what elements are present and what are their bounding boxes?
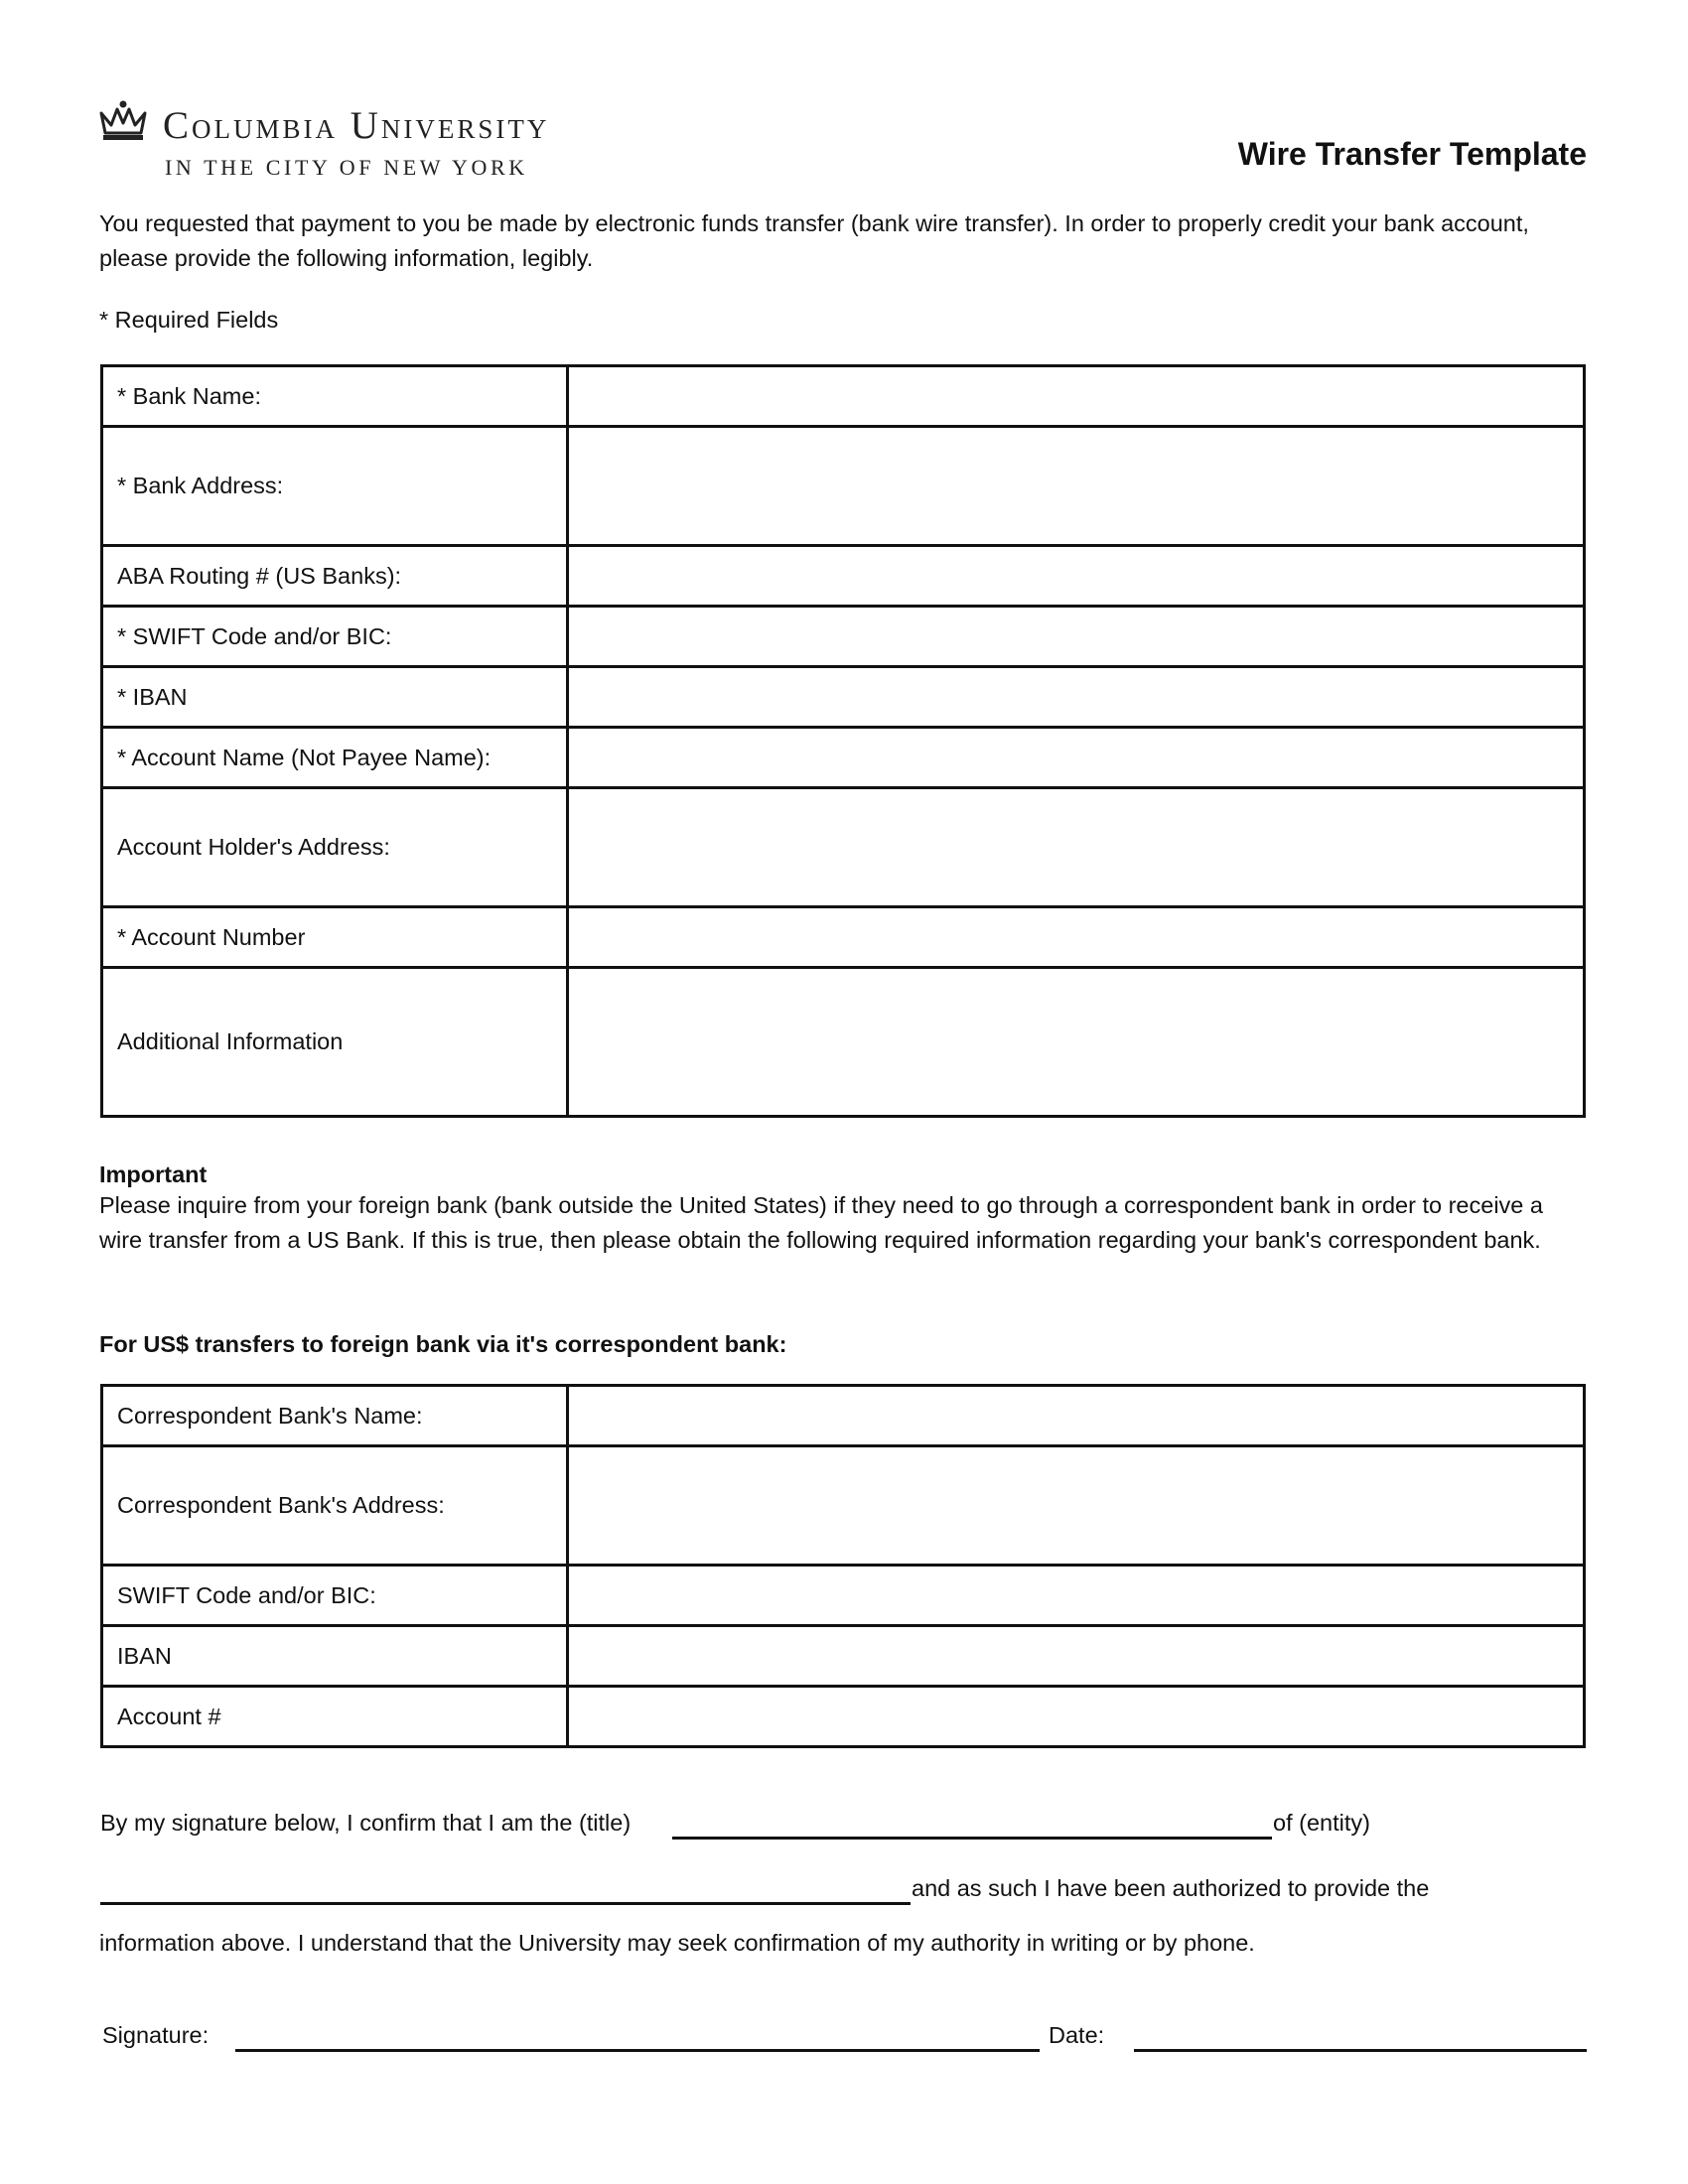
- correspondent-bank-table: [100, 1384, 1586, 1748]
- table-row: [102, 366, 1585, 427]
- iban-field[interactable]: [568, 667, 1585, 728]
- confirmation-text-1: By my signature below, I confirm that I am the (title): [100, 1810, 632, 1836]
- table-row: [102, 427, 1585, 546]
- field-label: Account Holder's Address:: [102, 788, 568, 907]
- table-row: [102, 788, 1585, 907]
- bank-name-field[interactable]: [568, 366, 1585, 427]
- table-row: [102, 667, 1585, 728]
- bank-info-table: [100, 364, 1586, 1118]
- logo-subtitle: IN THE CITY OF NEW YORK: [165, 155, 528, 180]
- required-fields-note: * Required Fields: [99, 307, 279, 333]
- table-row: [102, 968, 1585, 1117]
- confirmation-text-4: information above. I understand that the University may seek confirmation of my authority in writing or by phone.: [99, 1930, 1255, 1956]
- field-label: * Account Number: [102, 907, 568, 968]
- date-line[interactable]: [1134, 2049, 1587, 2052]
- important-heading: Important: [99, 1161, 208, 1187]
- logo-name: Columbia University: [163, 104, 550, 147]
- table-row: [102, 1687, 1585, 1747]
- field-label: Additional Information: [102, 968, 568, 1117]
- additional-info-field[interactable]: [568, 968, 1585, 1117]
- correspondent-swift-field[interactable]: [568, 1566, 1585, 1626]
- entity-input-line[interactable]: [100, 1902, 911, 1905]
- table-row: [102, 907, 1585, 968]
- signature-label: Signature:: [102, 2022, 210, 2048]
- field-label: IBAN: [102, 1626, 568, 1687]
- field-label: SWIFT Code and/or BIC:: [102, 1566, 568, 1626]
- university-logo: [97, 97, 633, 183]
- correspondent-account-field[interactable]: [568, 1687, 1585, 1747]
- field-label: Account #: [102, 1687, 568, 1747]
- field-label: Correspondent Bank's Address:: [102, 1446, 568, 1566]
- crown-icon: [97, 99, 149, 143]
- table-row: [102, 607, 1585, 667]
- table-row: [102, 728, 1585, 788]
- bank-address-field[interactable]: [568, 427, 1585, 546]
- correspondent-address-field[interactable]: [568, 1446, 1585, 1566]
- date-label: Date:: [1049, 2022, 1105, 2048]
- intro-text: You requested that payment to you be made by electronic funds transfer (bank wire transfer). In order to properly credit your bank account, please provide the following information, legibly.: [99, 210, 1529, 271]
- signature-line[interactable]: [235, 2049, 1040, 2052]
- field-label: * Account Name (Not Payee Name):: [102, 728, 568, 788]
- confirmation-text-2: of (entity): [1273, 1810, 1370, 1836]
- field-label: * Bank Address:: [102, 427, 568, 546]
- field-label: * Bank Name:: [102, 366, 568, 427]
- account-holder-address-field[interactable]: [568, 788, 1585, 907]
- table-row: [102, 1626, 1585, 1687]
- correspondent-iban-field[interactable]: [568, 1626, 1585, 1687]
- correspondent-name-field[interactable]: [568, 1386, 1585, 1446]
- table-row: [102, 1566, 1585, 1626]
- field-label: ABA Routing # (US Banks):: [102, 546, 568, 607]
- table-row: [102, 1386, 1585, 1446]
- field-label: Correspondent Bank's Name:: [102, 1386, 568, 1446]
- form-title: Wire Transfer Template: [1237, 136, 1587, 172]
- table-row: [102, 546, 1585, 607]
- table-row: [102, 1446, 1585, 1566]
- field-label: * SWIFT Code and/or BIC:: [102, 607, 568, 667]
- account-number-field[interactable]: [568, 907, 1585, 968]
- confirmation-text-3: and as such I have been authorized to provide the: [912, 1875, 1430, 1901]
- aba-routing-field[interactable]: [568, 546, 1585, 607]
- important-text: Please inquire from your foreign bank (bank outside the United States) if they need to go through a correspondent bank in order to receive a wire transfer from a US Bank. If this is true, then please obtain the following required information regarding your bank's correspondent bank.: [99, 1192, 1543, 1253]
- swift-code-field[interactable]: [568, 607, 1585, 667]
- title-input-line[interactable]: [672, 1837, 1272, 1840]
- field-label: * IBAN: [102, 667, 568, 728]
- account-name-field[interactable]: [568, 728, 1585, 788]
- correspondent-heading: For US$ transfers to foreign bank via it's correspondent bank:: [99, 1331, 787, 1357]
